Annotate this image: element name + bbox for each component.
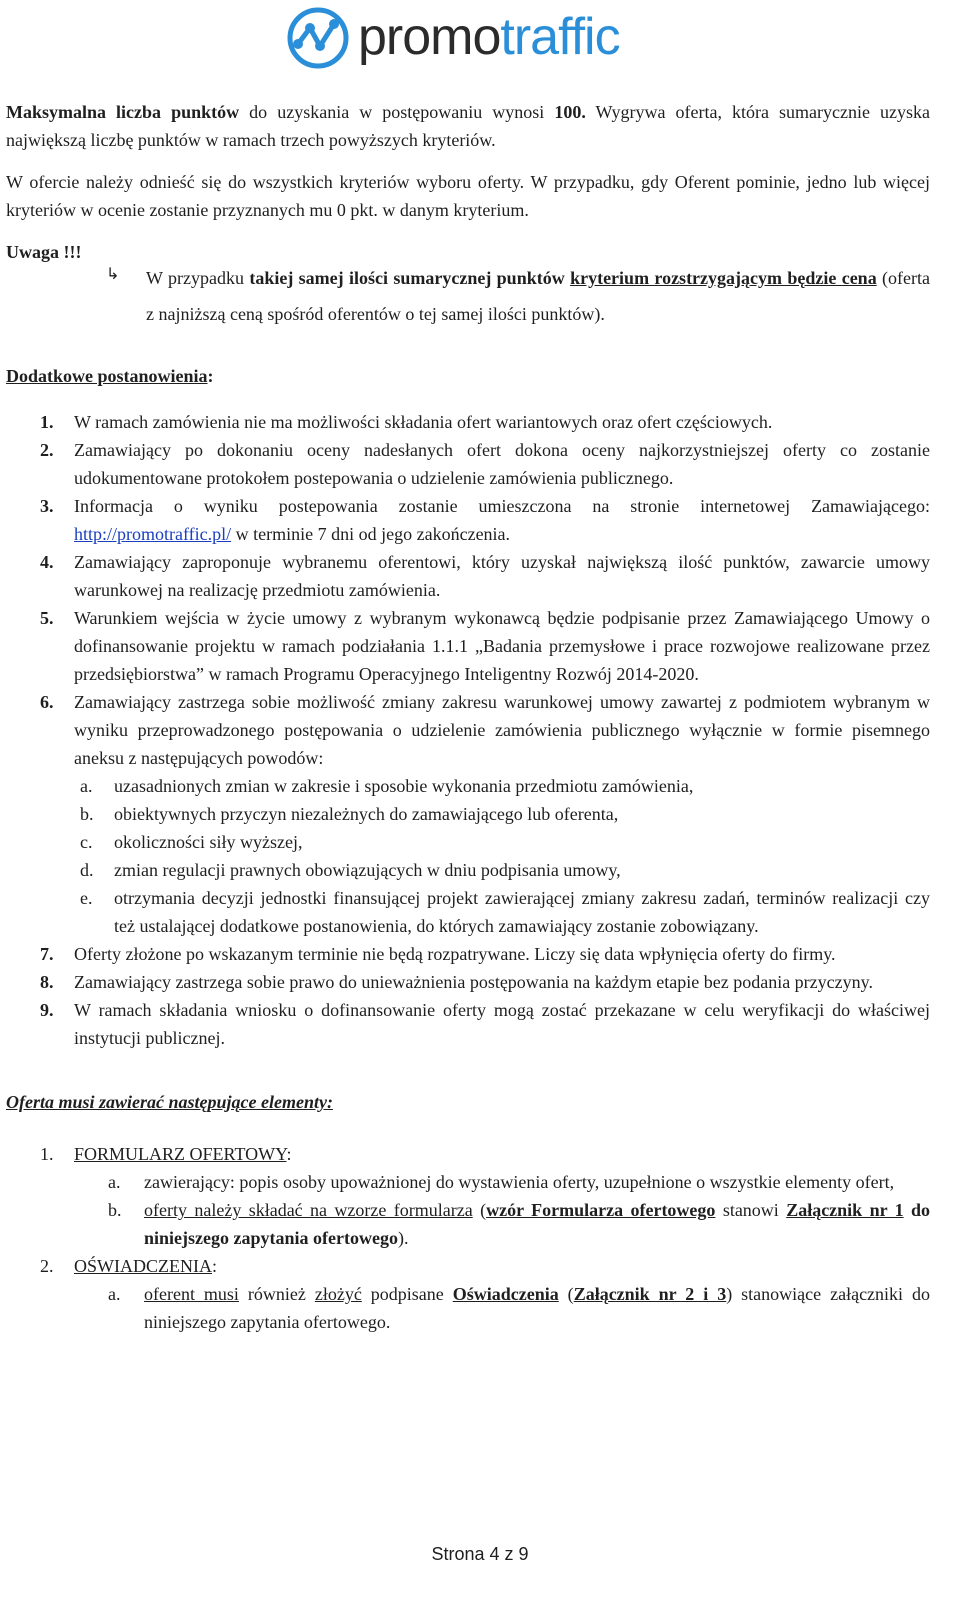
item-text: Zamawiający zaproponuje wybranemu oferentowi, który uzyskał największą ilość punktów, zawarcie umowy warunkowej na realizację przedmiotu zamówienia. — [74, 552, 930, 600]
sub-text: otrzymania decyzji jednostki finansującej projekt zawierającej zmiany zakresu zadań, terminów realizacji czy też ustalającej dodatkowe postanowienia, do których zamawiający zostanie zobowiązany. — [114, 888, 930, 936]
sub-letter: b. — [80, 804, 94, 824]
sub-letter: a. — [108, 1172, 121, 1192]
item-text: W ramach zamówienia nie ma możliwości składania ofert wariantowych oraz ofert częściowych. — [74, 412, 773, 432]
item-number: 6. — [40, 692, 54, 712]
sub-letter: a. — [80, 776, 93, 796]
page-header — [0, 0, 960, 80]
sub-text: okoliczności siły wyższej, — [114, 832, 303, 852]
list-item — [6, 436, 930, 492]
logo-wordmark — [358, 4, 620, 70]
offer-statements-colon: : — [211, 1256, 217, 1276]
max-points-rest: Wygrywa oferta, która sumarycznie uzyska największą liczbę punktów w ramach trzech powyższych kryteriów. — [6, 102, 930, 150]
sub-letter: e. — [80, 888, 93, 908]
uwaga-text-bold: takiej samej ilości sumarycznej punktów — [249, 268, 565, 288]
statements-ref: Oświadczenia — [452, 1284, 559, 1304]
offer-statements-sublist — [74, 1280, 930, 1336]
promotraffic-link[interactable]: http://promotraffic.pl/ — [74, 524, 232, 544]
logo-text-traffic: traffic — [500, 8, 620, 66]
sub-letter: b. — [108, 1200, 122, 1220]
item-number: 5. — [40, 608, 54, 628]
item-text: Informacja o wyniku postepowania zostanie umieszczona na stronie internetowej Zamawiającego: — [74, 496, 930, 516]
sub-text: zawierający: popis osoby upoważnionej do wystawienia oferty, uzupełnione o wszystkie elementy ofert, — [144, 1172, 895, 1192]
sub-text: podpisane — [361, 1284, 453, 1304]
sub-text: obiektywnych przyczyn niezależnych do zamawiającego lub oferenta, — [114, 804, 619, 824]
list-item — [6, 996, 930, 1052]
list-item — [6, 968, 930, 996]
sublist-item — [74, 828, 930, 856]
item-number: 4. — [40, 552, 54, 572]
list-item — [6, 408, 930, 436]
sub-letter: d. — [80, 860, 94, 880]
additional-heading-colon: : — [207, 366, 214, 386]
sub-text: ) stanowiące załączniki do niniejszego zapytania ofertowego. — [144, 1284, 931, 1332]
item-number: 1. — [40, 1144, 54, 1164]
sub-text: uzasadnionych zmian w zakresie i sposobie wykonania przedmiotu zamówienia, — [114, 776, 694, 796]
logo-mark-icon — [284, 6, 354, 70]
item-number: 9. — [40, 1000, 54, 1020]
list-item — [6, 548, 930, 604]
item-number: 2. — [40, 440, 54, 460]
form-template-ref: wzór Formularza ofertowego — [486, 1200, 716, 1220]
list-item — [6, 940, 930, 968]
uwaga-text-rest: (oferta z najniższą ceną spośród oferentów o tej samej ilości punktów). — [146, 268, 931, 324]
item-number: 1. — [40, 412, 54, 432]
sub-text: zmian regulacji prawnych obowiązujących w dniu podpisania umowy, — [114, 860, 621, 880]
item-text: Zamawiający po dokonaniu oceny nadesłanych ofert dokona oceny najkorzystniejszej oferty co zostanie udokumentowane protokołem postepowania o udzielenie zamówienia publicznego. — [74, 440, 930, 488]
document-body — [6, 98, 930, 1336]
attachment-1-ref: Załącznik nr 1 — [786, 1200, 904, 1220]
uwaga-text-criterion: kryterium rozstrzygającym będzie cena — [570, 268, 877, 288]
max-points-mid: do uzyskania w postępowaniu wynosi — [239, 102, 555, 122]
additional-list — [6, 408, 930, 1052]
sublist-item — [74, 1168, 930, 1196]
sublist — [74, 772, 930, 940]
sub-text-underlined: złożyć — [314, 1284, 362, 1304]
additional-heading — [6, 362, 930, 390]
offer-heading — [6, 1088, 930, 1116]
item-text: Zamawiający zastrzega sobie prawo do unieważnienia postępowania na każdym etapie bez podania przyczyny. — [74, 972, 873, 992]
uwaga-note — [6, 260, 930, 332]
promotraffic-logo — [284, 4, 704, 70]
offer-form-sublist — [74, 1168, 930, 1252]
intro-paragraph-2: W ofercie należy odnieść się do wszystkich kryteriów wyboru oferty. W przypadku, gdy Oferent pominie, jedno lub więcej kryteriów w ocenie zostanie przyznanych mu 0 pkt. w danym kryterium. — [6, 172, 930, 220]
logo-text-promo: promo — [358, 8, 501, 66]
sub-letter: a. — [108, 1284, 121, 1304]
sublist-item — [74, 1280, 930, 1336]
offer-heading-text: Oferta musi zawierać następujące elementy — [6, 1092, 327, 1112]
offer-statements-title: OŚWIADCZENIA — [74, 1256, 212, 1276]
offer-form-colon: : — [286, 1144, 292, 1164]
sublist-item — [74, 772, 930, 800]
list-item — [6, 604, 930, 688]
item-text: Oferty złożone po wskazanym terminie nie będą rozpatrywane. Liczy się data wpłynięcia oferty do firmy. — [74, 944, 836, 964]
offer-heading-colon: : — [326, 1092, 333, 1112]
offer-form-title: FORMULARZ OFERTOWY — [74, 1144, 287, 1164]
list-item — [6, 492, 930, 548]
uwaga-label: Uwaga !!! — [6, 242, 82, 262]
item-number: 2. — [40, 1256, 54, 1276]
item-text: Warunkiem wejścia w życie umowy z wybranym wykonawcą będzie podpisanie przez Zamawiającego Umowy o dofinansowanie projektu w ramach podziałania 1.1.1 „Badania przemysłowe i prace rozwojowe realizowane przez przedsiębiorstwa” w ramach Programu Operacyjnego Inteligentny Rozwój 2014-2020. — [74, 608, 930, 684]
attachment-2-3-ref: Załącznik nr 2 i 3 — [573, 1284, 727, 1304]
intro-paragraph-1 — [6, 98, 930, 154]
uwaga-text-1: W przypadku — [146, 268, 250, 288]
max-points-value: 100. — [554, 102, 586, 122]
sub-text: ( — [558, 1284, 574, 1304]
offer-list — [6, 1140, 930, 1336]
sub-text: ). — [397, 1228, 409, 1248]
item-number: 8. — [40, 972, 54, 992]
page-number: Strona 4 z 9 — [431, 1544, 529, 1564]
item-text: W ramach składania wniosku o dofinansowanie oferty mogą zostać przekazane w celu weryfikacji do właściwej instytucji publicznej. — [74, 1000, 930, 1048]
sub-letter: c. — [80, 832, 93, 852]
additional-heading-text: Dodatkowe postanowienia — [6, 366, 208, 386]
sub-text: ( — [472, 1200, 487, 1220]
max-points-label: Maksymalna liczba punktów — [6, 102, 240, 122]
item-text-after: w terminie 7 dni od jego zakończenia. — [231, 524, 511, 544]
item-text: Zamawiający zastrzega sobie możliwość zmiany zakresu warunkowej umowy zawartej z podmiotem wybranym w wyniku przeprowadzonego postępowania o udzielenie zamówienia publicznego wyłącznie w formie pisemnego aneksu z następujących powodów: — [74, 692, 930, 768]
sub-text-bold: do niniejszego zapytania ofertowego — [144, 1200, 931, 1248]
sublist-item — [74, 884, 930, 940]
sub-text: również — [238, 1284, 315, 1304]
offer-item-form — [6, 1140, 930, 1252]
arrow-return-icon: ↳ — [106, 264, 120, 283]
item-number: 3. — [40, 496, 54, 516]
sublist-item — [74, 1196, 930, 1252]
sublist-item — [74, 856, 930, 884]
sub-text: stanowi — [715, 1200, 787, 1220]
sub-text-underlined: oferty należy składać na wzorze formularza — [144, 1200, 473, 1220]
item-number: 7. — [40, 944, 54, 964]
offer-item-statements — [6, 1252, 930, 1336]
sublist-item — [74, 800, 930, 828]
sub-text-underlined: oferent musi — [144, 1284, 239, 1304]
list-item — [6, 688, 930, 940]
